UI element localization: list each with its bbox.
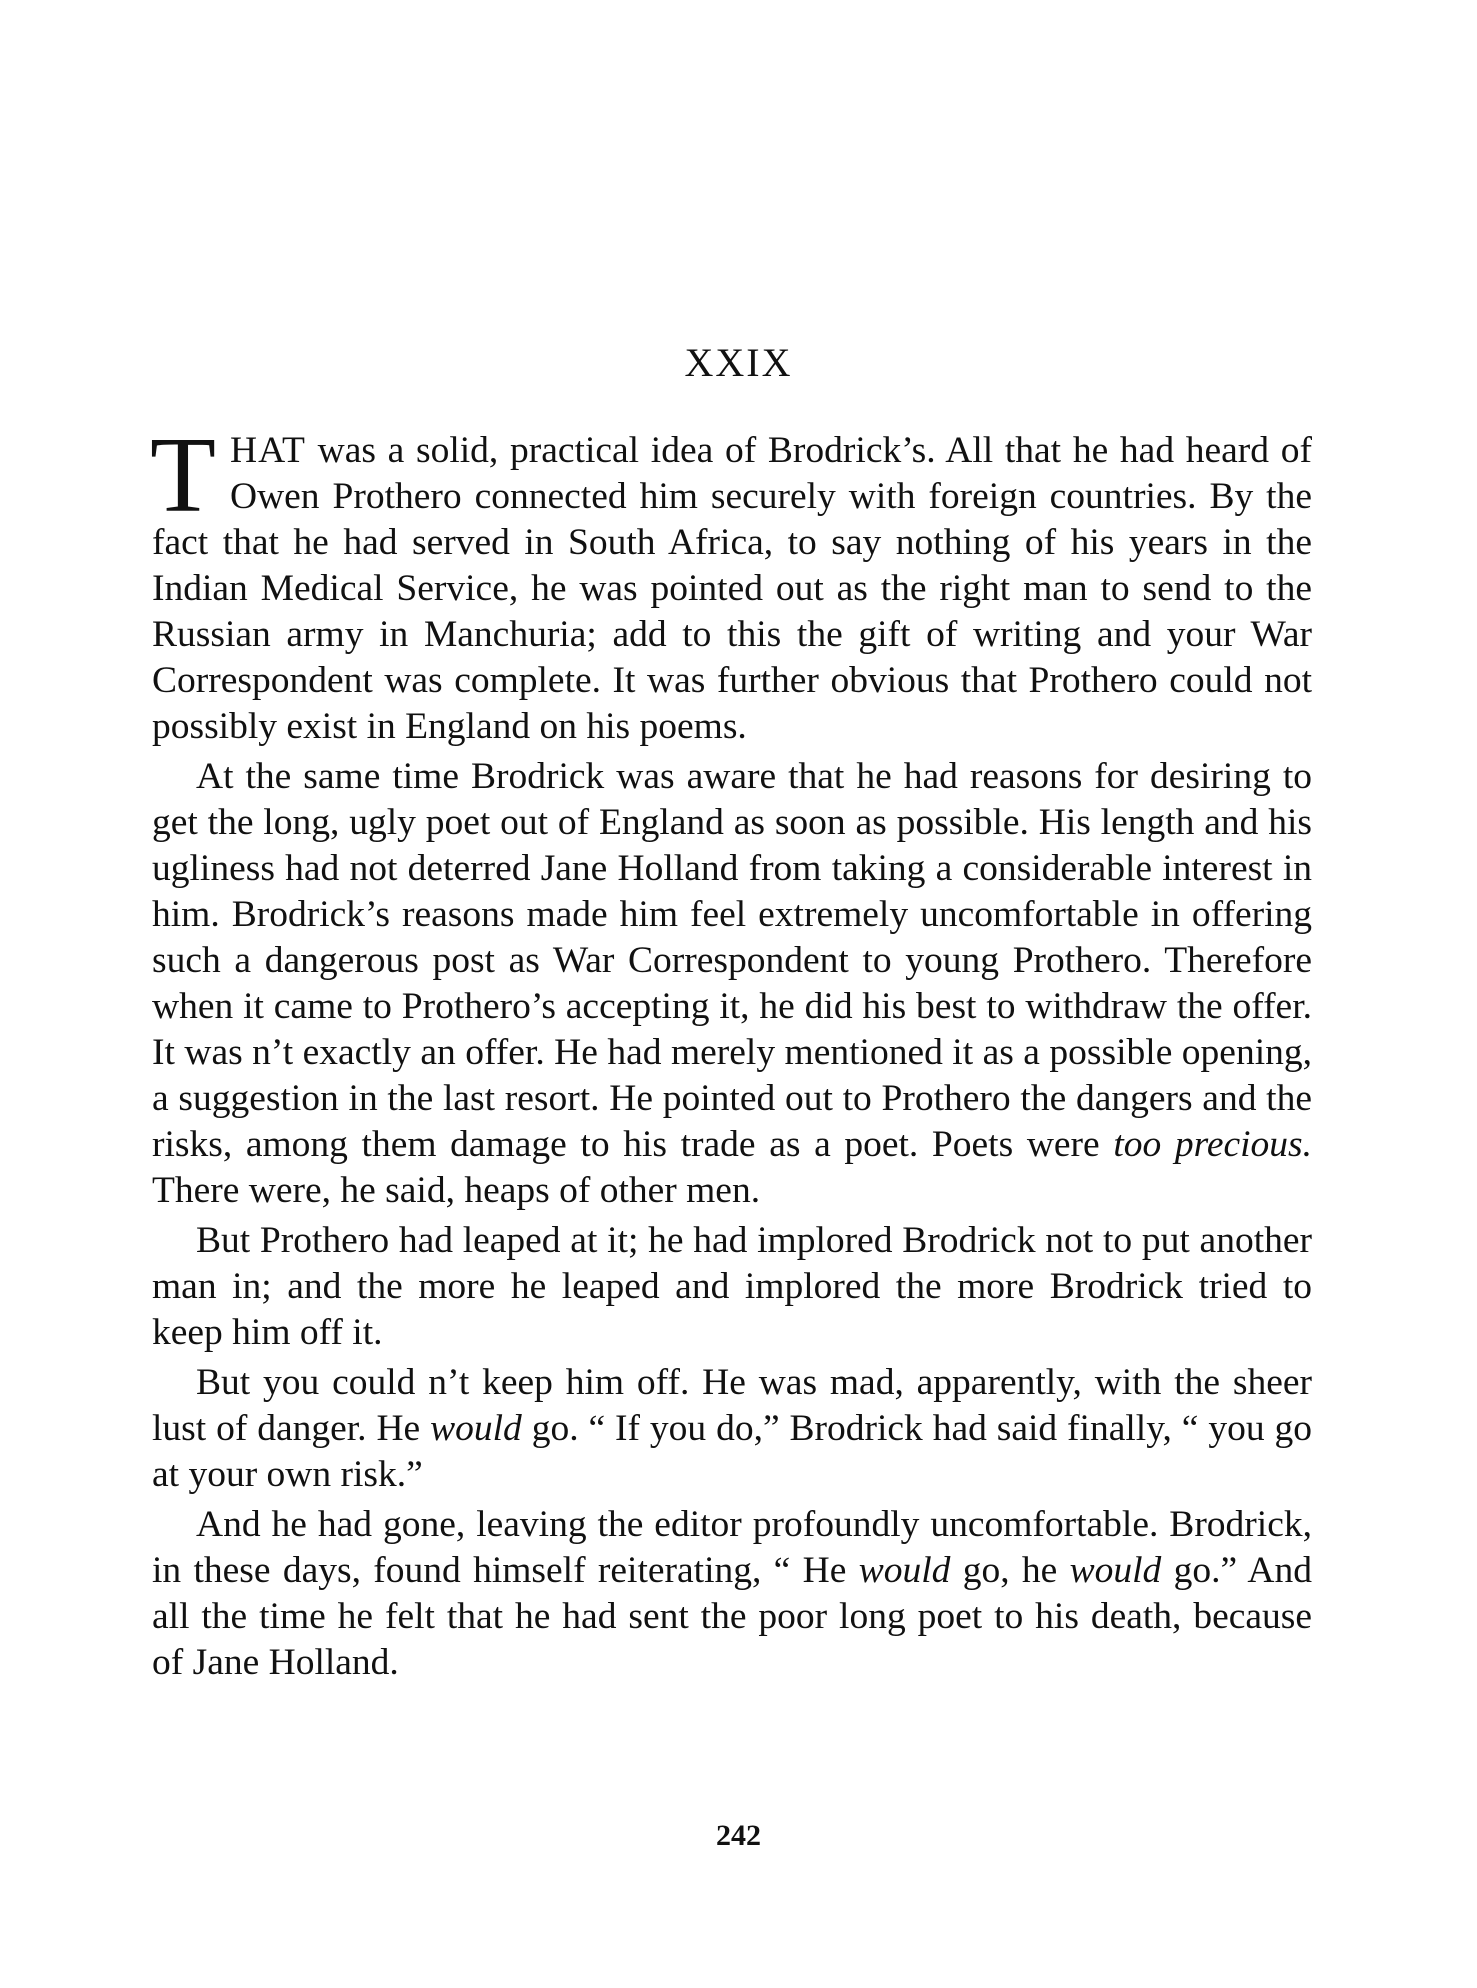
paragraph-5-part-2: go, he xyxy=(950,1550,1070,1591)
paragraph-2-tail: There were, he said, heaps of other men. xyxy=(152,1170,761,1211)
paragraph-5-italic-2: would xyxy=(1069,1550,1162,1591)
paragraph-2-text: At the same time Brodrick was aware that he had reasons for desiring to get the long, ugly poet out of England as soon as possible. His length and his ugliness had not deterred Jane Holland from taking a considerable interest in him. Brodrick’s reasons made him feel extremely uncomfortable in offering such a dangerous post as War Correspondent to young Prothero. Therefore when it came to Prothero’s accepting it, he did his best to withdraw the offer. It was n’t exactly an offer. He had merely mentioned it as a possible opening, a suggestion in the last resort. He pointed out to Prothero the dangers and the risks, among them damage to his trade as a poet. Poets were xyxy=(152,756,1312,1165)
paragraph-3 xyxy=(152,1218,1312,1356)
paragraph-5-part-3: go.” And all the time he felt that he had sent the poor long poet to his death, because of Jane Holland. xyxy=(152,1550,1312,1683)
paragraph-5-part-1: And he had gone, leaving the editor profoundly uncomfortable. Brodrick, in these days, found himself reiterating, “ He xyxy=(152,1504,1312,1591)
paragraph-4-part-2: go. “ If you do,” Brodrick had said finally, “ you go at your own risk.” xyxy=(152,1408,1312,1495)
chapter-heading: XXIX xyxy=(684,340,793,385)
drop-cap-letter: T xyxy=(150,416,216,535)
paragraph-4 xyxy=(152,1360,1312,1498)
paragraph-2-italic: too precious. xyxy=(1113,1124,1313,1165)
paragraph-4-italic: would xyxy=(430,1408,522,1449)
paragraph-1-lead: HAT xyxy=(229,430,306,471)
paragraph-3-text: But Prothero had leaped at it; he had implored Brodrick not to put another man in; and the more he leaped and implored the more Brodrick tried to keep him off it. xyxy=(152,1220,1312,1353)
paragraph-4-part-1: But you could n’t keep him off. He was mad, apparently, with the sheer lust of danger. He xyxy=(152,1362,1312,1449)
paragraph-2 xyxy=(152,754,1312,1214)
paragraph-5-italic-1: would xyxy=(858,1550,951,1591)
paragraph-1-text: was a solid, practical idea of Brodrick’s. All that he had heard of Owen Prothero connected him securely with foreign countries. By the fact that he had served in South Africa, to say nothing of his years in the Indian Medical Service, he was pointed out as the right man to send to the Russian army in Manchuria; add to this the gift of writing and your War Correspondent was complete. It was further obvious that Prothero could not possibly exist in England on his poems. xyxy=(152,430,1312,747)
paragraph-1 xyxy=(150,416,1312,750)
body-text xyxy=(150,416,1313,1690)
paragraph-5 xyxy=(152,1502,1312,1686)
page-number: 242 xyxy=(716,1819,761,1852)
